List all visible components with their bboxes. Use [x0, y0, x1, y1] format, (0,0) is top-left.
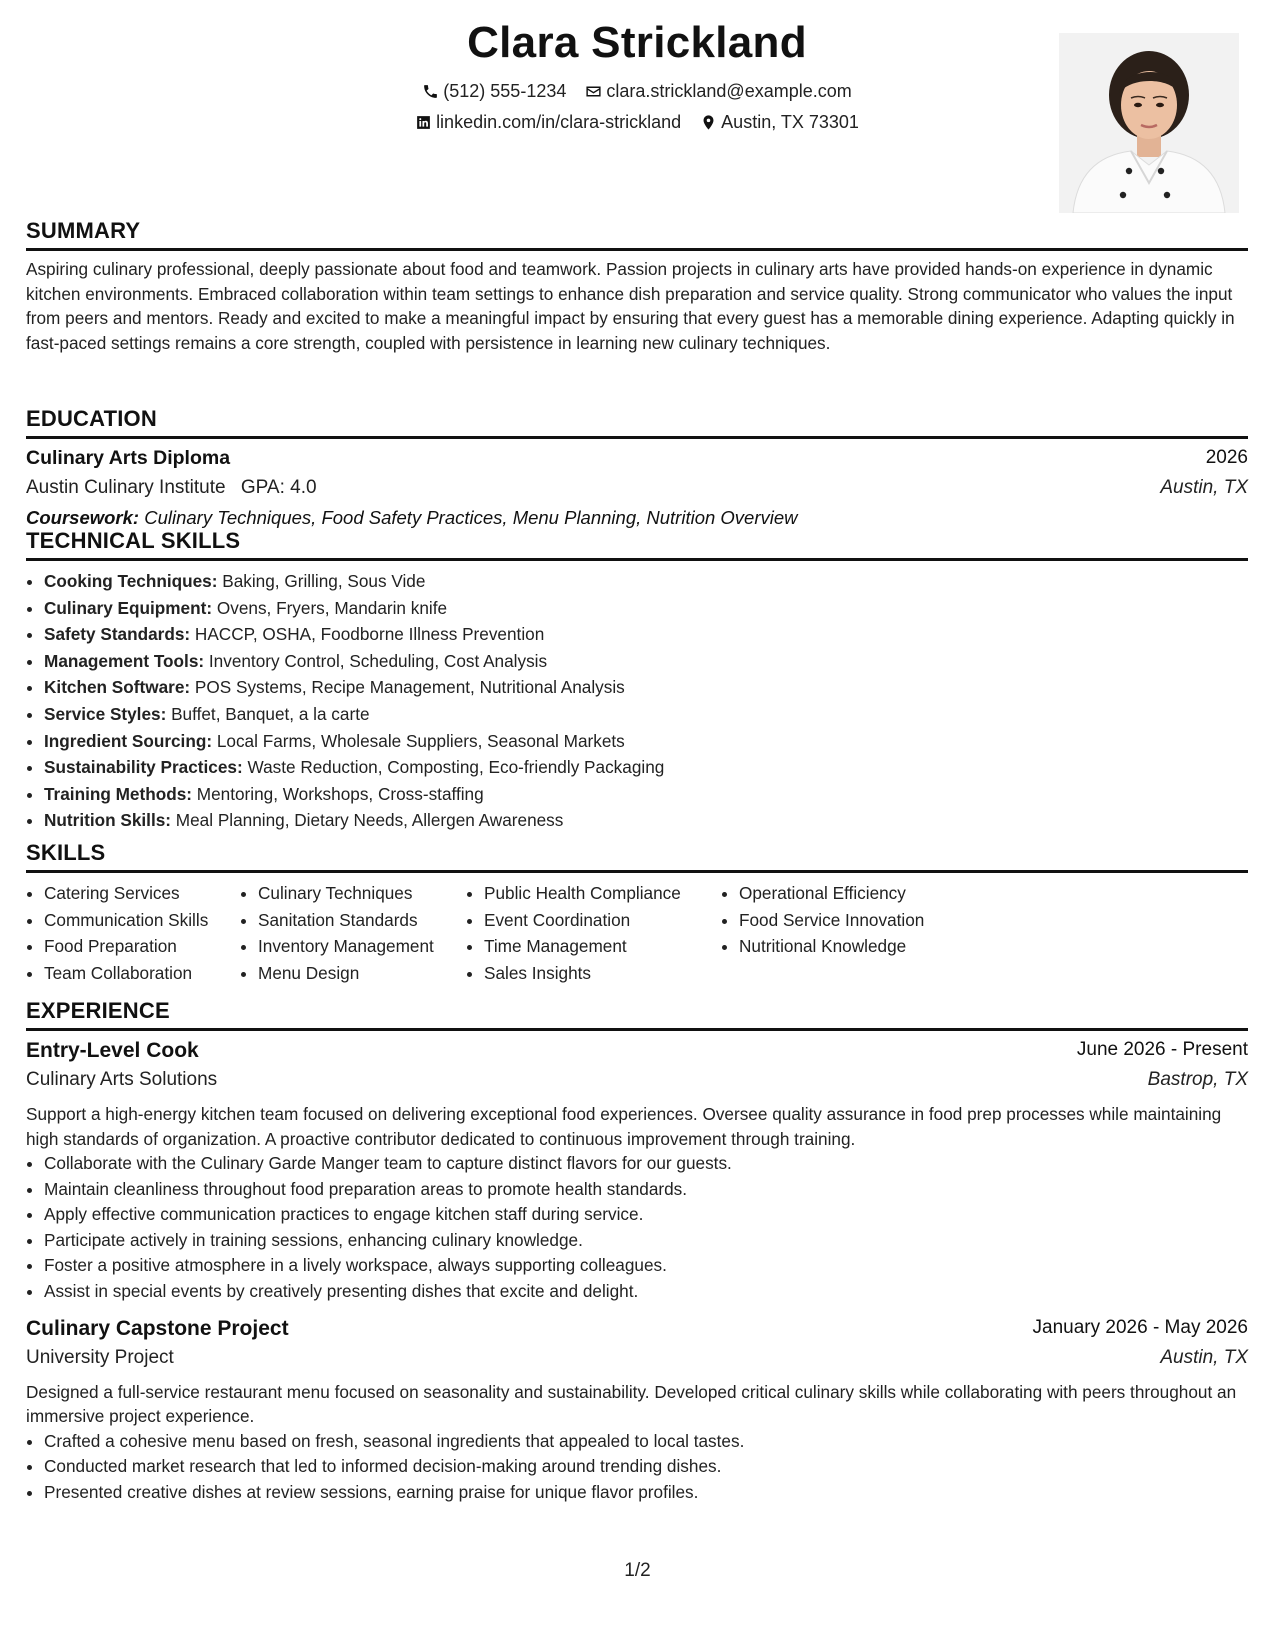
- technical-skills-section: [26, 528, 1248, 834]
- linkedin-text: linkedin.com/in/clara-strickland: [436, 112, 682, 132]
- skill-item: • Sales Insights: [484, 960, 721, 987]
- education-degree-row: [26, 447, 1248, 477]
- linkedin-icon: [415, 114, 432, 131]
- experience-bullet: • Foster a positive atmosphere in a lively workspace, always supporting colleagues.: [44, 1253, 1248, 1279]
- technical-skill-item: [44, 595, 1248, 622]
- degree-name: Culinary Arts Diploma: [26, 447, 231, 469]
- experience-org: University Project: [26, 1346, 174, 1368]
- skills-column: [721, 880, 999, 986]
- technical-skill-value: Ovens, Fryers, Mandarin knife: [216, 597, 448, 618]
- phone-icon: [422, 83, 439, 100]
- technical-skill-item: [44, 674, 1248, 701]
- technical-skill-label: Nutrition Skills:: [44, 810, 172, 831]
- technical-skill-item: [44, 568, 1248, 595]
- experience-description: Support a high-energy kitchen team focused on delivering exceptional food experiences. Oversee quality assurance in food prep processes while maintaining high standards of organization. A proactive contributor dedicated to continuous improvement through training.: [26, 1104, 1222, 1149]
- experience-dates: January 2026 - May 2026: [1032, 1316, 1248, 1338]
- experience-location: Bastrop, TX: [1147, 1069, 1248, 1090]
- education-school-row: [26, 477, 1248, 507]
- experience-bullet: • Maintain cleanliness throughout food preparation areas to promote health standards.: [44, 1177, 1248, 1203]
- technical-skill-value: POS Systems, Recipe Management, Nutritional Analysis: [194, 677, 625, 698]
- contact-email[interactable]: [585, 81, 851, 102]
- experience-description: Designed a full-service restaurant menu focused on seasonality and sustainability. Developed critical culinary skills while collaborating with peers throughout an immersive project experience.: [26, 1381, 1237, 1427]
- experience-bullet: • Presented creative dishes at review sessions, earning praise for unique flavor profiles.: [44, 1480, 1248, 1506]
- experience-heading: EXPERIENCE: [26, 998, 1248, 1031]
- skill-item: • Menu Design: [258, 960, 466, 987]
- contact-phone[interactable]: [422, 81, 566, 102]
- summary-section: [26, 218, 1248, 355]
- experience-bullets: [26, 1429, 1248, 1506]
- candidate-name: Clara Strickland: [467, 18, 807, 67]
- experience-dates: June 2026 - Present: [1076, 1039, 1248, 1060]
- experience-bullets: [26, 1151, 1248, 1305]
- experience-org-row: [26, 1069, 1248, 1099]
- resume-page: [26, 0, 1248, 1650]
- skills-grid: [26, 880, 1248, 986]
- skill-item: • Public Health Compliance: [484, 880, 721, 907]
- skill-item: • Culinary Techniques: [258, 880, 466, 907]
- education-section: [26, 406, 1248, 537]
- school-location: Austin, TX: [1160, 477, 1248, 498]
- contact-linkedin[interactable]: [415, 112, 681, 133]
- technical-skill-value: Meal Planning, Dietary Needs, Allergen Awareness: [175, 810, 564, 831]
- email-text: clara.strickland@example.com: [606, 81, 852, 101]
- contact-location: [700, 112, 859, 133]
- school-info: [26, 477, 317, 499]
- experience-bullet: • Participate actively in training sessions, enhancing culinary knowledge.: [44, 1228, 1248, 1254]
- technical-skill-item: [44, 754, 1248, 781]
- degree-year: 2026: [1205, 447, 1248, 468]
- technical-skill-label: Service Styles:: [44, 703, 167, 724]
- experience-bullet: • Crafted a cohesive menu based on fresh, seasonal ingredients that appealed to local tastes.: [44, 1429, 1248, 1455]
- skill-item: • Sanitation Standards: [258, 907, 466, 934]
- experience-bullet: • Collaborate with the Culinary Garde Manger team to capture distinct flavors for our guests.: [44, 1151, 1248, 1177]
- skill-item: • Inventory Management: [258, 933, 466, 960]
- technical-skill-label: Sustainability Practices:: [44, 757, 243, 778]
- technical-skill-label: Ingredient Sourcing:: [44, 730, 213, 751]
- experience-bullet: • Assist in special events by creatively presenting dishes that excite and delight.: [44, 1279, 1248, 1305]
- experience-section: [26, 998, 1248, 1505]
- technical-skill-item: [44, 701, 1248, 728]
- technical-skill-label: Training Methods:: [44, 783, 192, 804]
- technical-skill-item: [44, 728, 1248, 755]
- skill-item: • Team Collaboration: [44, 960, 240, 987]
- skills-column: [26, 880, 240, 986]
- skill-item: • Food Preparation: [44, 933, 240, 960]
- skills-section: [26, 840, 1248, 986]
- education-heading: EDUCATION: [26, 406, 1248, 439]
- skill-item: • Time Management: [484, 933, 721, 960]
- location-text: Austin, TX 73301: [721, 112, 859, 132]
- technical-skill-value: Local Farms, Wholesale Suppliers, Seasonal Markets: [216, 730, 625, 751]
- skill-item: • Operational Efficiency: [739, 880, 999, 907]
- coursework-label: Coursework:: [26, 507, 140, 528]
- experience-title-row: [26, 1039, 1248, 1069]
- experience-org-row: [26, 1347, 1248, 1377]
- technical-skill-label: Safety Standards:: [44, 624, 191, 645]
- profile-photo: [1059, 33, 1239, 213]
- summary-heading: SUMMARY: [26, 218, 1248, 251]
- technical-skill-value: Mentoring, Workshops, Cross-staffing: [196, 783, 484, 804]
- skill-item: • Catering Services: [44, 880, 240, 907]
- skills-column: [466, 880, 721, 986]
- experience-entry: [26, 1317, 1248, 1506]
- page-number: 1/2: [624, 1560, 651, 1581]
- experience-entries: [26, 1039, 1248, 1505]
- technical-skills-list: [26, 568, 1248, 834]
- experience-title-row: [26, 1317, 1248, 1347]
- technical-skill-label: Management Tools:: [44, 650, 205, 671]
- coursework-list: Culinary Techniques, Food Safety Practices, Menu Planning, Nutrition Overview: [144, 507, 798, 528]
- school-name: Austin Culinary Institute: [26, 477, 226, 498]
- technical-skill-value: Inventory Control, Scheduling, Cost Analysis: [208, 650, 548, 671]
- technical-skill-item: [44, 648, 1248, 675]
- resume-header: [26, 18, 1248, 218]
- technical-skill-label: Cooking Techniques:: [44, 571, 218, 591]
- experience-entry: [26, 1039, 1248, 1305]
- technical-skill-item: [44, 781, 1248, 808]
- technical-skill-value: Waste Reduction, Composting, Eco-friendly Packaging: [247, 757, 665, 778]
- experience-role: Entry-Level Cook: [26, 1039, 199, 1062]
- technical-skill-value: Baking, Grilling, Sous Vide: [222, 571, 426, 591]
- technical-skill-item: [44, 621, 1248, 648]
- skill-item: • Communication Skills: [44, 907, 240, 934]
- phone-text: (512) 555-1234: [443, 81, 567, 101]
- technical-skill-item: [44, 807, 1248, 834]
- experience-role: Culinary Capstone Project: [26, 1316, 289, 1340]
- experience-bullet: • Apply effective communication practices to engage kitchen staff during service.: [44, 1202, 1248, 1228]
- experience-bullet: • Conducted market research that led to informed decision-making around trending dishes.: [44, 1454, 1248, 1480]
- technical-skill-label: Kitchen Software:: [44, 677, 191, 698]
- skill-item: • Food Service Innovation: [739, 907, 999, 934]
- map-pin-icon: [700, 114, 717, 131]
- technical-skill-value: Buffet, Banquet, a la carte: [171, 703, 370, 724]
- skill-item: • Event Coordination: [484, 907, 721, 934]
- coursework: [26, 507, 798, 529]
- envelope-icon: [585, 83, 602, 100]
- experience-location: Austin, TX: [1160, 1346, 1248, 1368]
- gpa: GPA: 4.0: [240, 477, 317, 498]
- technical-skill-value: HACCP, OSHA, Foodborne Illness Prevention: [194, 624, 545, 645]
- experience-org: Culinary Arts Solutions: [26, 1069, 218, 1090]
- technical-skill-label: Culinary Equipment:: [44, 597, 213, 618]
- skill-item: • Nutritional Knowledge: [739, 933, 999, 960]
- summary-text: Aspiring culinary professional, deeply passionate about food and teamwork. Passion projects in culinary arts have provided hands-on experience in dynamic kitchen environments. Embraced collaboration within team settings to enhance dish preparation and service quality. Strong communicator who values the input from peers and mentors. Ready and excited to make a meaningful impact by ensuring that every guest has a memorable dining experience. Adapting quickly in fast-paced settings remains a core strength, coupled with persistence in learning new culinary techniques.: [26, 259, 1235, 353]
- skills-column: [240, 880, 466, 986]
- technical-skills-heading: TECHNICAL SKILLS: [26, 528, 1248, 561]
- skills-heading: SKILLS: [26, 840, 1248, 873]
